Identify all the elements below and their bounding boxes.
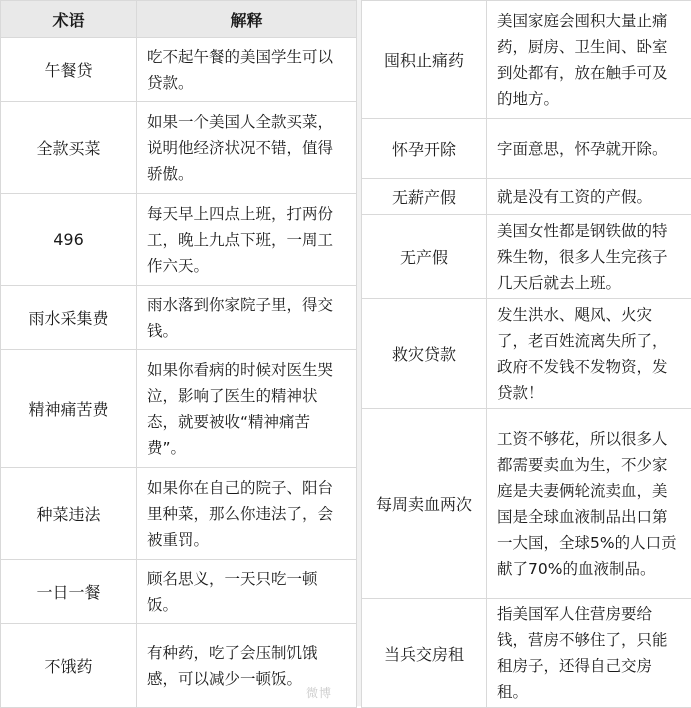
- definition-cell: 发生洪水、飓风、火灾了，老百姓流离失所了，政府不发钱不发物资，发贷款！: [487, 299, 691, 409]
- table-row: [362, 119, 691, 179]
- definition-cell: 吃不起午餐的美国学生可以贷款。: [137, 38, 357, 102]
- table-row: [362, 599, 691, 708]
- definition-cell: 字面意思，怀孕就开除。: [487, 119, 691, 179]
- term-cell: 精神痛苦费: [1, 350, 137, 468]
- table-row: [362, 1, 691, 119]
- term-cell: 怀孕开除: [362, 119, 487, 179]
- definition-cell: 如果一个美国人全款买菜，说明他经济状况不错，值得骄傲。: [137, 102, 357, 194]
- term-cell: 种菜违法: [1, 468, 137, 560]
- table-row: [362, 179, 691, 215]
- term-column-header: 术语: [1, 1, 137, 38]
- term-cell: 不饿药: [1, 624, 137, 708]
- table-row: [1, 194, 357, 286]
- table-row: [1, 560, 357, 624]
- term-cell: 一日一餐: [1, 560, 137, 624]
- definition-cell: 美国女性都是钢铁做的特殊生物，很多人生完孩子几天后就去上班。: [487, 215, 691, 299]
- term-cell: 全款买菜: [1, 102, 137, 194]
- definition-cell: 如果你在自己的院子、阳台里种菜，那么你违法了，会被重罚。: [137, 468, 357, 560]
- table-row: [1, 468, 357, 560]
- definition-cell: 雨水落到你家院子里，得交钱。: [137, 286, 357, 350]
- definition-column-header: 解释: [137, 1, 357, 38]
- term-cell: 午餐贷: [1, 38, 137, 102]
- term-cell: 496: [1, 194, 137, 286]
- term-cell: 当兵交房租: [362, 599, 487, 708]
- term-cell: 救灾贷款: [362, 299, 487, 409]
- table-row: [362, 409, 691, 599]
- definition-cell: 美国家庭会囤积大量止痛药，厨房、卫生间、卧室到处都有，放在触手可及的地方。: [487, 1, 691, 119]
- definition-cell: 如果你看病的时候对医生哭泣，影响了医生的精神状态，就要被收“精神痛苦费”。: [137, 350, 357, 468]
- table-row: [362, 299, 691, 409]
- term-cell: 无产假: [362, 215, 487, 299]
- table-row: [362, 215, 691, 299]
- table-header-row: [1, 1, 357, 38]
- definition-cell: 工资不够花，所以很多人都需要卖血为生，不少家庭是夫妻俩轮流卖血，美国是全球血液制品出口第一大国，全球5%的人口贡献了70%的血液制品。: [487, 409, 691, 599]
- table-row: [1, 624, 357, 708]
- definition-cell: 每天早上四点上班，打两份工，晚上九点下班，一周工作六天。: [137, 194, 357, 286]
- term-cell: 每周卖血两次: [362, 409, 487, 599]
- right-terms-table: [361, 0, 691, 708]
- table-row: [1, 286, 357, 350]
- watermark: 微博: [306, 684, 332, 701]
- definition-cell: 有种药，吃了会压制饥饿感，可以减少一顿饭。: [137, 624, 357, 708]
- definition-cell: 顾名思义，一天只吃一顿饭。: [137, 560, 357, 624]
- definition-cell: 就是没有工资的产假。: [487, 179, 691, 215]
- table-row: [1, 38, 357, 102]
- term-cell: 无薪产假: [362, 179, 487, 215]
- table-row: [1, 350, 357, 468]
- term-cell: 雨水采集费: [1, 286, 137, 350]
- table-row: [1, 102, 357, 194]
- definition-cell: 指美国军人住营房要给钱，营房不够住了，只能租房子，还得自己交房租。: [487, 599, 691, 708]
- term-cell: 囤积止痛药: [362, 1, 487, 119]
